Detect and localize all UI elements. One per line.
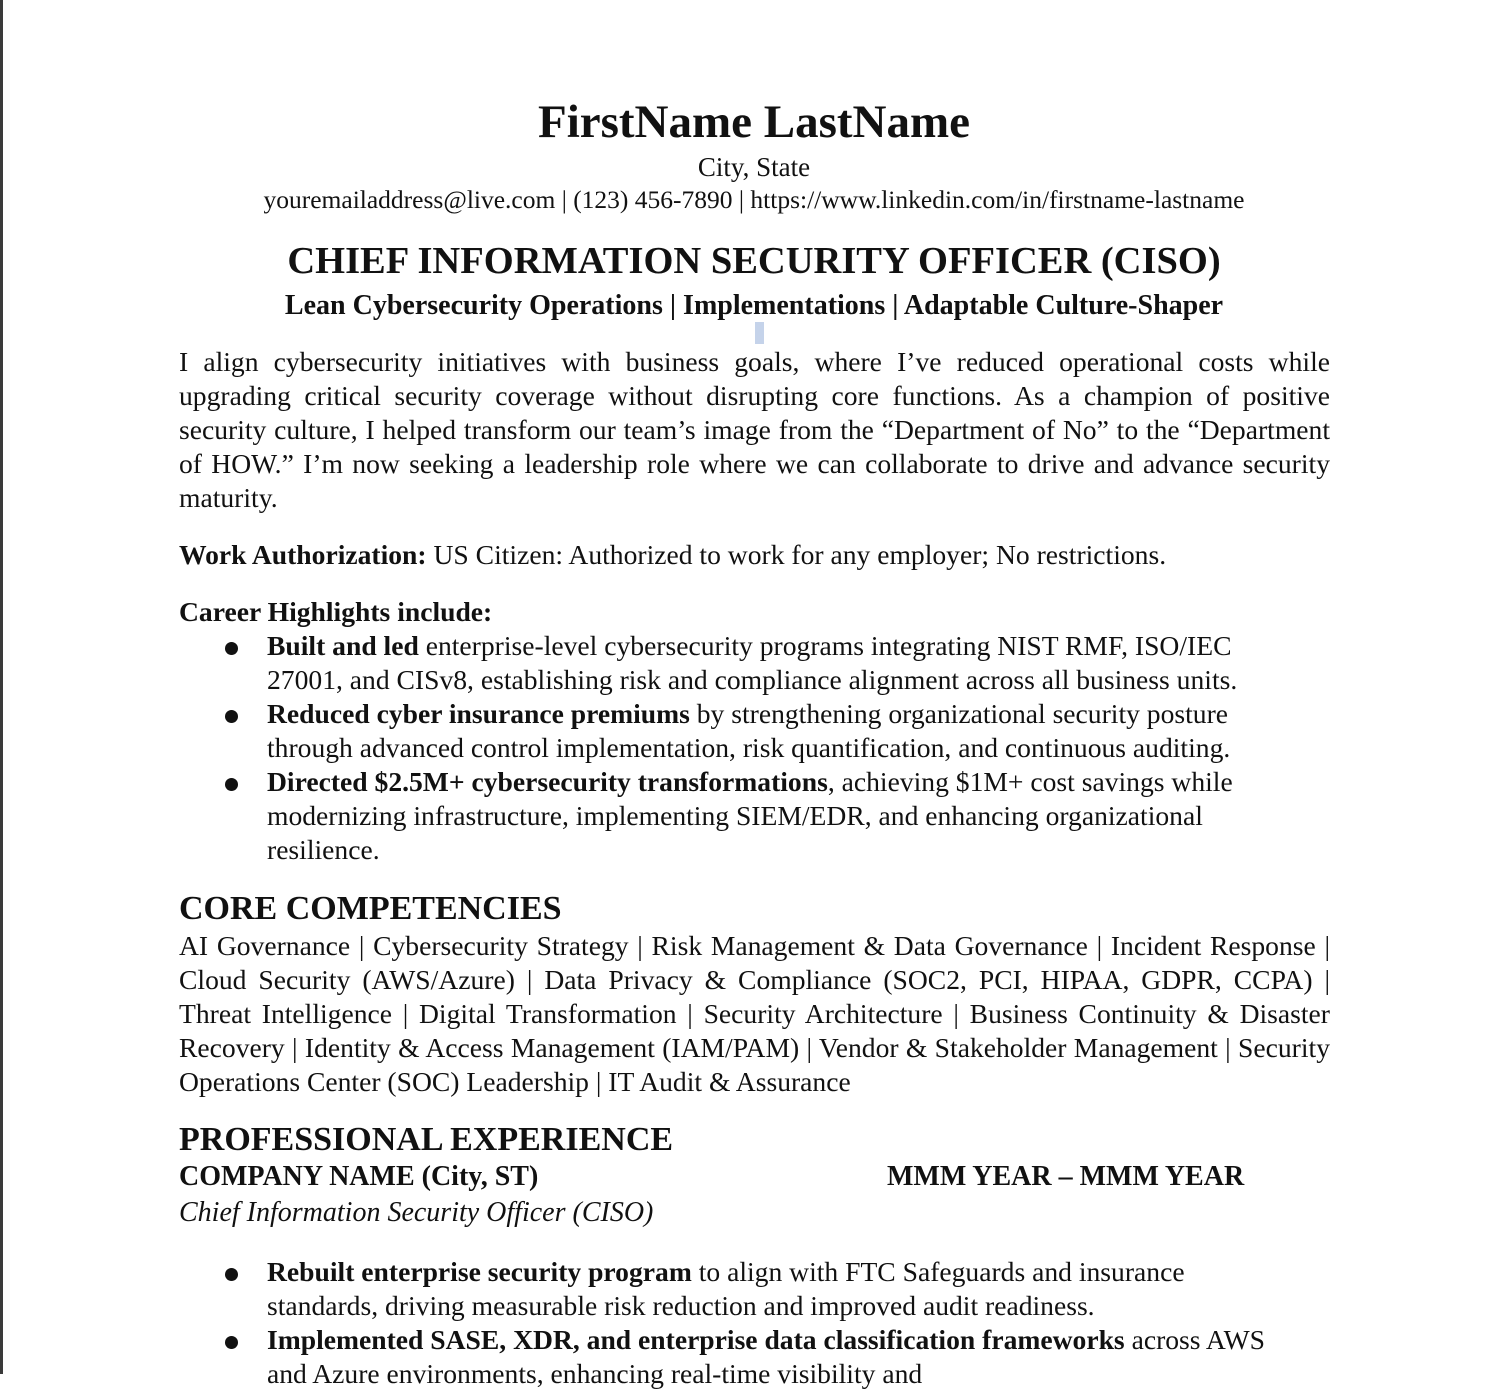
target-title: CHIEF INFORMATION SECURITY OFFICER (CISO) [287,240,1221,282]
bullet-lead: Rebuilt enterprise security program [267,1256,692,1287]
bullet-text: enterprise-level cybersecurity programs integrating NIST RMF, ISO/IEC 27001, and CISv8, establishing risk and compliance alignment across all business units. [267,630,1238,695]
experience-bullets [179,1255,1330,1391]
bullet-icon [225,1268,238,1281]
company-name: COMPANY NAME (City, ST) [179,1161,539,1192]
core-competencies-heading: CORE COMPETENCIES [179,890,562,927]
bullet-icon [225,1336,238,1349]
tagline: Lean Cybersecurity Operations | Implementations | Adaptable Culture-Shaper [284,290,1224,321]
list-item [179,1255,1267,1323]
contact-line: youremailaddress@live.com | (123) 456-7890 | https://www.linkedin.com/in/firstname-lastname [263,185,1245,214]
employment-dates: MMM YEAR – MMM YEAR [887,1161,1245,1192]
text-cursor [755,322,764,344]
work-authorization [179,538,1330,572]
bullet-lead: Implemented SASE, XDR, and enterprise data classification frameworks [267,1324,1125,1355]
list-item [179,1323,1267,1391]
bullet-lead: Built and led [267,630,419,661]
bullet-lead: Directed $2.5M+ cybersecurity transformations [267,766,828,797]
list-item [179,629,1307,697]
bullet-text: , achieving $1M+ cost savings while modernizing infrastructure, implementing SIEM/EDR, and enhancing organizational resilience. [267,766,1233,865]
bullet-icon [225,642,238,655]
bullet-lead: Reduced cyber insurance premiums [267,698,690,729]
list-item [179,697,1307,765]
candidate-location: City, State [697,152,811,182]
bullet-icon [225,710,238,723]
bullet-text: to align with FTC Safeguards and insurance standards, driving measurable risk reduction and improved audit readiness. [267,1256,1185,1321]
list-item [179,765,1307,867]
candidate-name: FirstName LastName [537,96,971,148]
job-role: Chief Information Security Officer (CISO) [179,1197,654,1228]
highlights-list [179,629,1330,867]
core-competencies-text: AI Governance | Cybersecurity Strategy | Risk Management & Data Governance | Incident Response | Cloud Security (AWS/Azure) | Data Privacy & Compliance (SOC2, PCI, HIPAA, GDPR, CCPA) | Threat Intelligence | Digital Transformation | Security Architecture | Business Continuity & Disaster Recovery | Identity & Access Management (IAM/PAM) | Vendor & Stakeholder Management | Security Operations Center (SOC) Leadership | IT Audit & Assurance [179,930,1330,1097]
highlights-heading: Career Highlights include: [179,596,493,627]
summary-paragraph: I align cybersecurity initiatives with business goals, where I’ve reduced operational costs while upgrading critical security coverage without disrupting core functions. As a champion of positive security culture, I helped transform our team’s image from the “Department of No” to the “Department of HOW.” I’m now seeking a leadership role where we can collaborate to drive and advance security maturity. [179,346,1330,513]
experience-heading: PROFESSIONAL EXPERIENCE [179,1121,674,1158]
bullet-icon [225,778,238,791]
work-authorization-value: US Citizen: Authorized to work for any employer; No restrictions. [426,539,1167,570]
bullet-text: by strengthening organizational security posture through advanced control implementation, risk quantification, and continuous auditing. [267,698,1231,763]
work-authorization-label: Work Authorization: [179,539,427,570]
bullet-text: across AWS and Azure environments, enhancing real-time visibility and [267,1324,1266,1389]
